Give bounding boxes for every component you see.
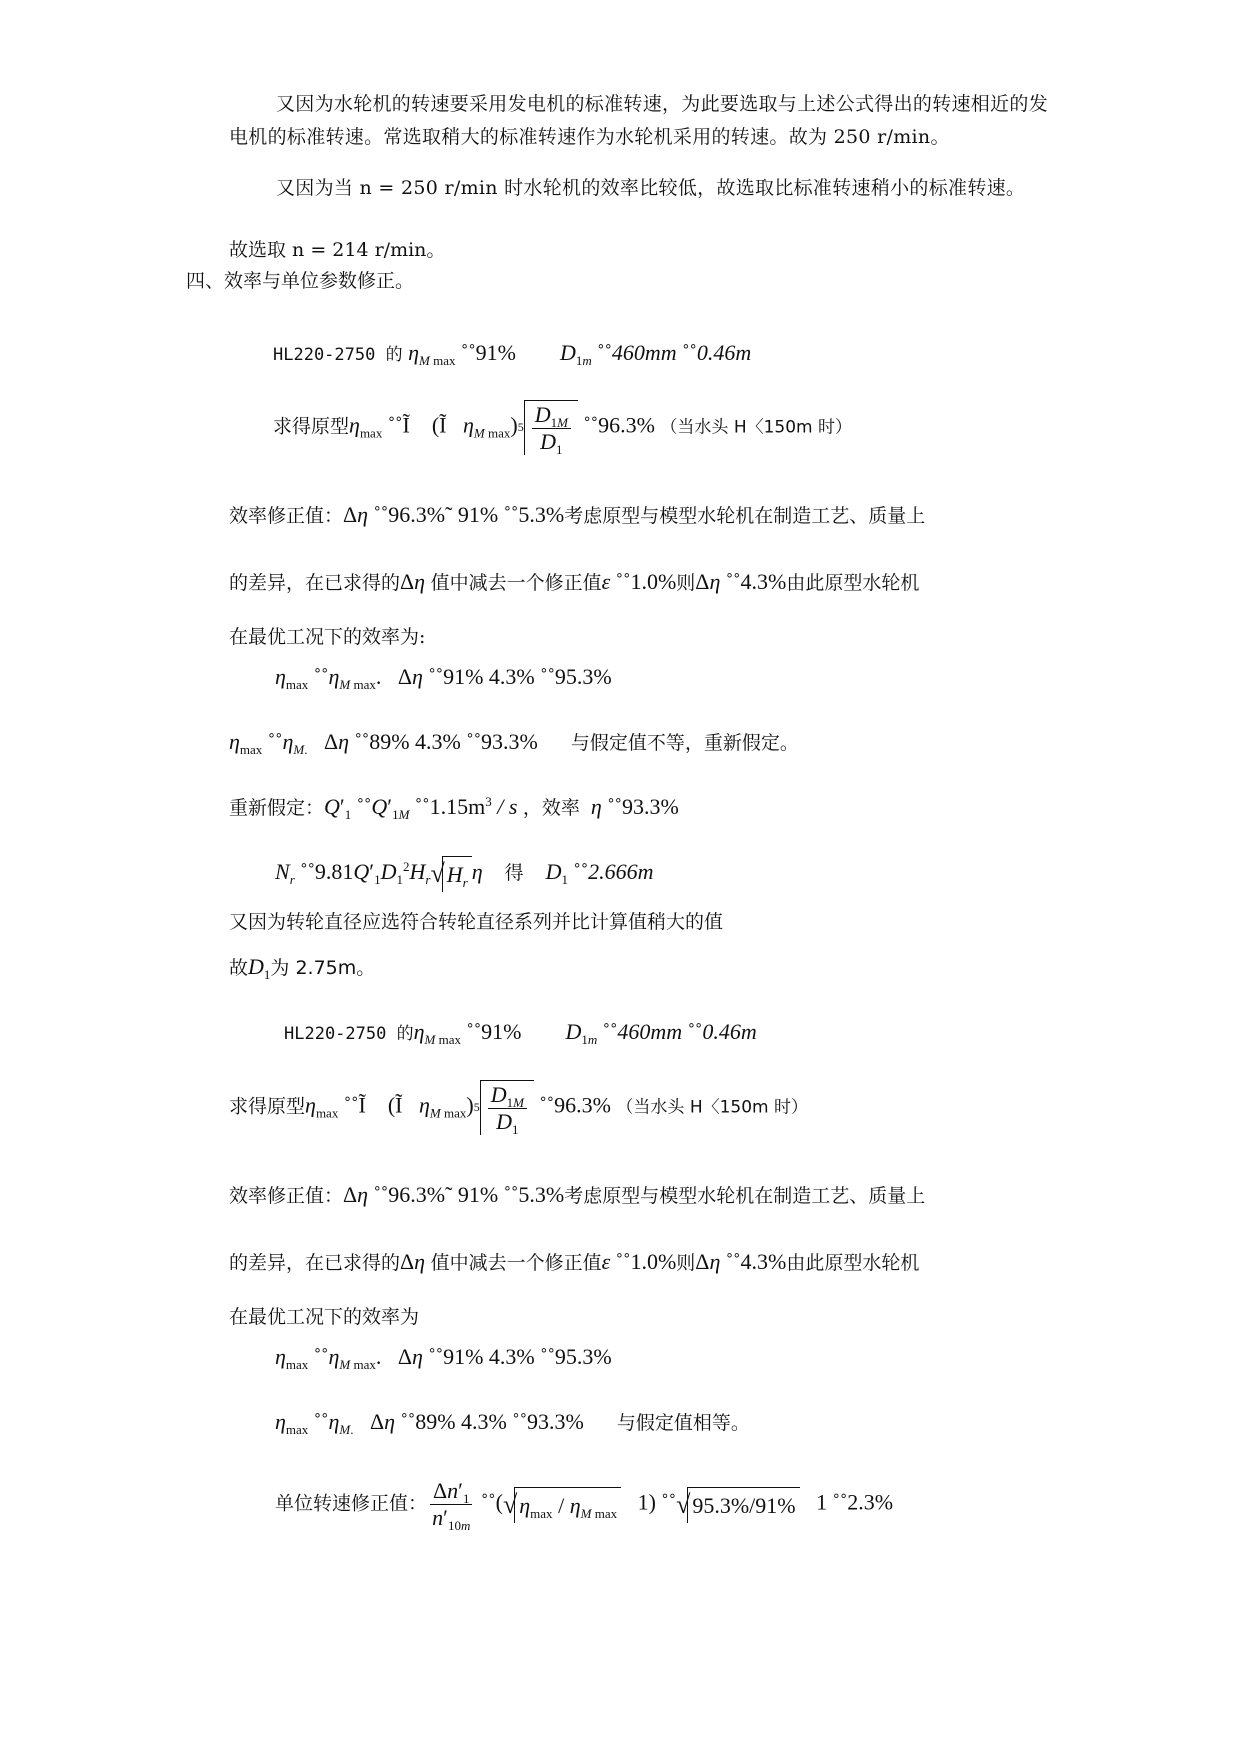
equals-sign: ˚˚ bbox=[615, 569, 631, 594]
thus-text: 由此原型水轮机 bbox=[786, 572, 920, 594]
coefficient: 9.81 bbox=[314, 859, 354, 884]
paragraph-efficiency-low: 又因为当 n = 250 r/min 时水轮机的效率比较低，故选取比标准转速稍小的标准转速。 bbox=[276, 177, 1026, 199]
equation-d1-choice: 故$D_1$为 2.75m。 bbox=[229, 954, 376, 982]
d1-value: 为 2.75m。 bbox=[270, 957, 376, 979]
equals-sign: ˚˚ bbox=[512, 1409, 528, 1434]
delta-eta-value: 4.3% bbox=[740, 569, 787, 594]
equals-sign: ˚˚ bbox=[607, 794, 622, 819]
flow-unit: / s bbox=[497, 794, 518, 819]
equals-sign: ˚˚ bbox=[414, 794, 430, 819]
diameter-result: 2.666m bbox=[588, 859, 654, 884]
equals-sign: ˚˚ bbox=[387, 412, 403, 438]
equation-correction-epsilon: 的差异，在已求得的Δη 值中减去一个修正值ε ˚˚1.0%则Δη ˚˚4.3%由此原型水轮机 bbox=[229, 569, 920, 594]
equation-efficiency-correction: 效率修正值：Δη ˚˚96.3%˜ 91% ˚˚5.3%考虑原型与模型水轮机在制造工艺、质量上 bbox=[229, 502, 926, 527]
equals-sign: ˚˚ bbox=[687, 1019, 703, 1044]
head-condition-note: （当水头 H〈150m 时） bbox=[660, 417, 853, 438]
equals-sign: ˚˚ bbox=[428, 1344, 444, 1369]
equals-sign: ˚˚ bbox=[373, 1182, 389, 1207]
equation-model-params-2: HL220-2750 的$\eta_{M max}$ ˚˚91% $D_{1m}$ ˚˚460mm ˚˚0.46m bbox=[284, 1019, 757, 1047]
sqrt-expression: 95.3%/91% bbox=[687, 1487, 799, 1523]
prototype-efficiency: 96.3% bbox=[554, 1092, 611, 1118]
paragraph-chosen-speed: 故选取 n = 214 r/min。 bbox=[229, 239, 446, 261]
then-text: 则 bbox=[676, 572, 696, 594]
equation-eta-max-2: $\eta_{max}$ $˚˚\eta_{M max}$. Δη ˚˚91% 4.3% ˚˚95.3% bbox=[275, 1344, 612, 1372]
eta-max-value: 95.3% bbox=[554, 664, 612, 689]
thus-text: 由此原型水轮机 bbox=[786, 1252, 920, 1274]
epsilon-value: 1.0% bbox=[630, 1249, 677, 1274]
model-label: HL220-2750 的 bbox=[284, 1024, 414, 1044]
equals-sign: ˚˚ bbox=[480, 1489, 496, 1515]
equals-sign: ˚˚ bbox=[573, 859, 589, 884]
equals-sign: ˚˚ bbox=[461, 340, 476, 365]
calc-expression: 89% 4.3% bbox=[369, 729, 461, 754]
correction-value: 5.3% bbox=[518, 1182, 565, 1207]
correction-value: 5.3% bbox=[518, 502, 565, 527]
eta-value: 93.3% bbox=[527, 1409, 584, 1434]
equals-sign: ˚˚ bbox=[354, 729, 370, 754]
equals-sign: ˚˚ bbox=[725, 1249, 741, 1274]
equation-prototype-efficiency: 求得原型$\eta_{max}$ ˚˚Ĩ (Ĩ $\eta_{M max})5$ $\frac{D_{1M}}{D_1}$ ˚˚96.3% （当水头 H〈150m 时） bbox=[273, 402, 853, 457]
equation-eta-m-2: $\eta_{max}$ $˚˚\eta_{M.}$ Δη ˚˚89% 4.3% ˚˚93.3% 与假定值相等。 bbox=[275, 1409, 750, 1437]
one-symbol: Ĩ bbox=[358, 1092, 366, 1118]
reassume-label: 重新假定： bbox=[229, 797, 325, 819]
speed-correction-label: 单位转速修正值： bbox=[275, 1492, 428, 1515]
epsilon-value: 1.0% bbox=[630, 569, 677, 594]
equals-sign: ˚˚ bbox=[503, 502, 519, 527]
model-label: HL220-2750 的 bbox=[273, 345, 403, 365]
one-symbol-open: (Ĩ bbox=[387, 1092, 403, 1118]
calc-expression: 91% 4.3% bbox=[443, 664, 535, 689]
delta-eta-value: 4.3% bbox=[740, 1249, 787, 1274]
model-diameter-m: 0.46m bbox=[702, 1019, 757, 1044]
one-symbol-open: (Ĩ bbox=[431, 412, 447, 438]
correction-expression: 96.3%˜ 91% bbox=[388, 1182, 499, 1207]
equals-sign: ˚˚ bbox=[539, 1092, 555, 1118]
equals-sign: ˚˚ bbox=[313, 1409, 329, 1434]
equals-sign: ˚˚ bbox=[725, 569, 741, 594]
equals-sign: ˚˚ bbox=[661, 1489, 677, 1515]
prototype-efficiency: 96.3% bbox=[598, 412, 655, 438]
get-text: 得 bbox=[504, 862, 524, 884]
model-diameter-m: 0.46m bbox=[696, 340, 752, 365]
equals-sign: ˚˚ bbox=[540, 1344, 555, 1369]
prototype-label: 求得原型 bbox=[273, 415, 350, 438]
equals-sign: ˚˚ bbox=[343, 1092, 359, 1118]
head-condition-note: （当水头 H〈150m 时） bbox=[616, 1097, 809, 1118]
equals-sign: ˚˚ bbox=[540, 664, 555, 689]
eta-value: 93.3% bbox=[621, 794, 679, 819]
equals-sign: ˚˚ bbox=[615, 1249, 631, 1274]
equation-power: $N_r$ $˚˚9.81Q'_1D_1^2H_r√H_r$ η 得 $D_1$ ˚˚2.666m bbox=[275, 855, 654, 892]
equals-sign: ˚˚ bbox=[267, 729, 283, 754]
model-diameter-mm: 460mm bbox=[611, 340, 677, 365]
optimal-condition-text-2: 在最优工况下的效率为 bbox=[229, 1306, 420, 1328]
paragraph-speed-standard: 又因为水轮机的转速要采用发电机的标准转速，为此要选取与上述公式得出的转速相近的发电机的标准转速。常选取稍大的标准转速作为水轮机采用的转速。故为 250 r/min。 bbox=[229, 93, 1049, 148]
speed-correction-value: 2.3% bbox=[847, 1489, 894, 1515]
equation-reassume: 重新假定：$Q'_1$ $˚˚Q'_{1M}$ $˚˚1.15m^3$ / s ，效率 η ˚˚93.3% bbox=[229, 794, 679, 822]
equals-sign: ˚˚ bbox=[503, 1182, 519, 1207]
one-symbol: Ĩ bbox=[402, 412, 410, 438]
minus-text: 值中减去一个修正值 bbox=[430, 572, 602, 594]
eta-max-value: 95.3% bbox=[554, 1344, 612, 1369]
equation-unit-speed-correction: 单位转速修正值： $\frac{\Delta n'_1}{n'_{10m}}$ $˚˚(√\eta_{max} / \eta_{M max}$ 1) ˚˚√95.3%/91% 1 ˚˚2.3% bbox=[275, 1478, 894, 1533]
equal-note: 与假定值相等。 bbox=[616, 1412, 750, 1434]
equals-sign: ˚˚ bbox=[583, 412, 599, 438]
equals-sign: ˚˚ bbox=[428, 664, 444, 689]
equals-sign: ˚˚ bbox=[832, 1489, 848, 1515]
equals-sign: ˚˚ bbox=[466, 1019, 482, 1044]
equation-efficiency-correction-2: 效率修正值：Δη ˚˚96.3%˜ 91% ˚˚5.3%考虑原型与模型水轮机在制造工艺、质量上 bbox=[229, 1182, 926, 1207]
equation-correction-epsilon-2: 的差异，在已求得的Δη 值中减去一个修正值ε ˚˚1.0%则Δη ˚˚4.3%由此原型水轮机 bbox=[229, 1249, 920, 1274]
efficiency-label: ，效率 bbox=[522, 797, 580, 819]
equals-sign: ˚˚ bbox=[313, 664, 329, 689]
difference-text: 的差异，在已求得的 bbox=[229, 1252, 401, 1274]
correction-label: 效率修正值： bbox=[229, 1185, 344, 1207]
equals-sign: ˚˚ bbox=[466, 729, 482, 754]
calc-expression: 91% 4.3% bbox=[443, 1344, 535, 1369]
consider-text: 考虑原型与模型水轮机在制造工艺、质量上 bbox=[564, 505, 926, 527]
section-heading-4: 四、效率与单位参数修正。 bbox=[186, 270, 415, 292]
then-text: 则 bbox=[676, 1252, 696, 1274]
equals-sign: ˚˚ bbox=[356, 794, 372, 819]
so-text: 故 bbox=[229, 957, 249, 979]
equals-sign: ˚˚ bbox=[300, 859, 315, 884]
equals-sign: ˚˚ bbox=[313, 1344, 329, 1369]
model-efficiency: 91% bbox=[475, 340, 516, 365]
prototype-label: 求得原型 bbox=[229, 1095, 306, 1118]
consider-text: 考虑原型与模型水轮机在制造工艺、质量上 bbox=[564, 1185, 926, 1207]
equals-sign: ˚˚ bbox=[602, 1019, 618, 1044]
calc-expression: 89% 4.3% bbox=[415, 1409, 507, 1434]
difference-text: 的差异，在已求得的 bbox=[229, 572, 401, 594]
equation-model-params: HL220-2750 的 $\eta_{M max}$ ˚˚91% $D_{1m}$ ˚˚460mm ˚˚0.46m bbox=[273, 340, 752, 368]
correction-expression: 96.3%˜ 91% bbox=[388, 502, 499, 527]
equation-prototype-efficiency-2: 求得原型$\eta_{max}$ ˚˚Ĩ (Ĩ $\eta_{M max})5$ $\frac{D_{1M}}{D_1}$ ˚˚96.3% （当水头 H〈150m 时） bbox=[229, 1082, 809, 1137]
eta-value: 93.3% bbox=[481, 729, 538, 754]
equals-sign: ˚˚ bbox=[682, 340, 697, 365]
model-diameter-mm: 460mm bbox=[617, 1019, 683, 1044]
correction-label: 效率修正值： bbox=[229, 505, 344, 527]
optimal-condition-text: 在最优工况下的效率为: bbox=[229, 626, 426, 648]
model-efficiency: 91% bbox=[481, 1019, 522, 1044]
flow-value: 1.15m bbox=[429, 794, 486, 819]
equals-sign: ˚˚ bbox=[597, 340, 612, 365]
equals-sign: ˚˚ bbox=[400, 1409, 416, 1434]
equals-sign: ˚˚ bbox=[373, 502, 389, 527]
runner-diameter-text: 又因为转轮直径应选符合转轮直径系列并比计算值稍大的值 bbox=[229, 911, 724, 933]
equation-eta-max-1: $\eta_{max}$ $˚˚\eta_{M max}$. Δη ˚˚91% 4.3% ˚˚95.3% bbox=[275, 664, 612, 692]
minus-text: 值中减去一个修正值 bbox=[430, 1252, 602, 1274]
unequal-note: 与假定值不等，重新假定。 bbox=[570, 732, 799, 754]
equation-eta-m-1: $\eta_{max}$ $˚˚\eta_{M.}$ Δη ˚˚89% 4.3% ˚˚93.3% 与假定值不等，重新假定。 bbox=[229, 729, 799, 757]
